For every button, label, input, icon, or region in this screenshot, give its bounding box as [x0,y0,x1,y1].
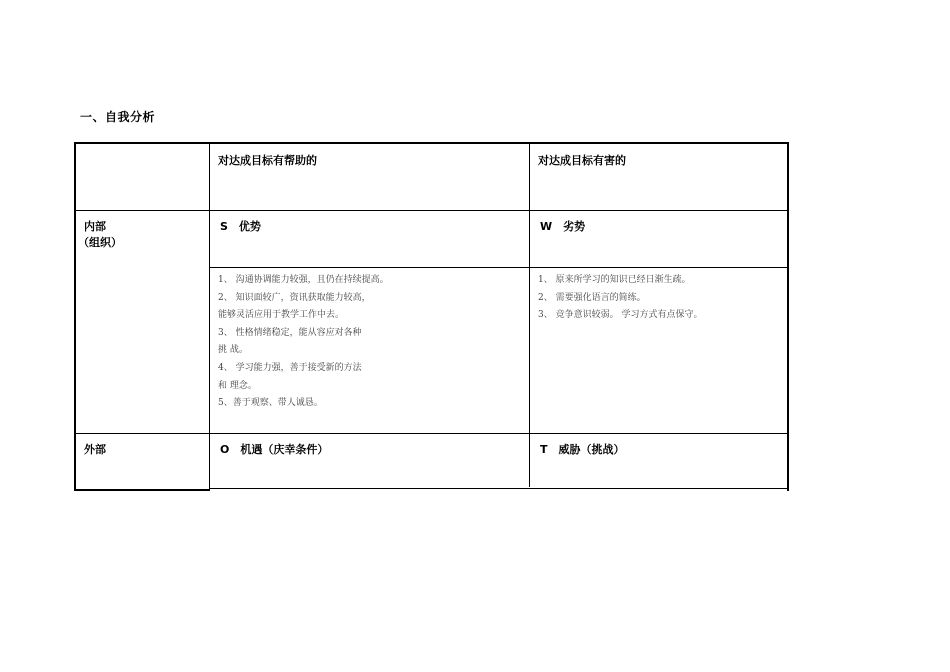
opportunities-title: O 机遇（庆幸条件） [220,443,329,456]
list-item: 5、善于观察、带人诚恳。 [218,398,323,409]
row-label-external: 外部 [84,443,106,456]
strengths-list [218,272,389,413]
row-divider-3 [74,433,789,434]
list-item: 3、 性格情绪稳定，能从容应对各种 [218,327,362,338]
row-label-internal: 内部 [84,220,106,233]
swot-table [74,142,789,491]
section-heading: 一、自我分析 [80,110,156,124]
table-border-top [74,142,789,144]
table-border-bottom [210,488,789,489]
strengths-title: S 优势 [220,220,261,233]
table-border-bottom-left [74,489,210,491]
list-item: 1、 原来所学习的知识已经日渐生疏。 [538,275,691,285]
table-border-right [787,142,789,491]
threats-title: T 威胁（挑战） [540,443,625,456]
list-item: 3、 竞争意识较弱。 学习方式有点保守。 [538,310,703,321]
list-item: 1、 沟通协调能力较强，且仍在持续提高。 [218,275,389,285]
list-item: 4、 学习能力强，善于接受新的方法 [218,362,362,373]
table-border-left [74,142,76,491]
list-item: 和 理念。 [218,380,257,391]
list-item: 能够灵活应用于教学工作中去。 [218,310,345,321]
column-divider-2 [529,142,530,487]
row-label-internal-sub: （组织） [78,236,122,249]
header-harmful: 对达成目标有害的 [538,154,626,167]
list-item: 2、 知识面较广，资讯获取能力较高， [218,292,371,303]
weaknesses-title: W 劣势 [540,220,586,233]
column-divider-1 [209,142,210,491]
header-helpful: 对达成目标有帮助的 [218,154,317,167]
list-item: 挑 战。 [218,345,248,356]
row-divider-2 [209,267,789,268]
weaknesses-list [538,272,702,325]
row-divider-1 [74,210,789,211]
list-item: 2、 需要强化语言的简练。 [538,292,646,303]
